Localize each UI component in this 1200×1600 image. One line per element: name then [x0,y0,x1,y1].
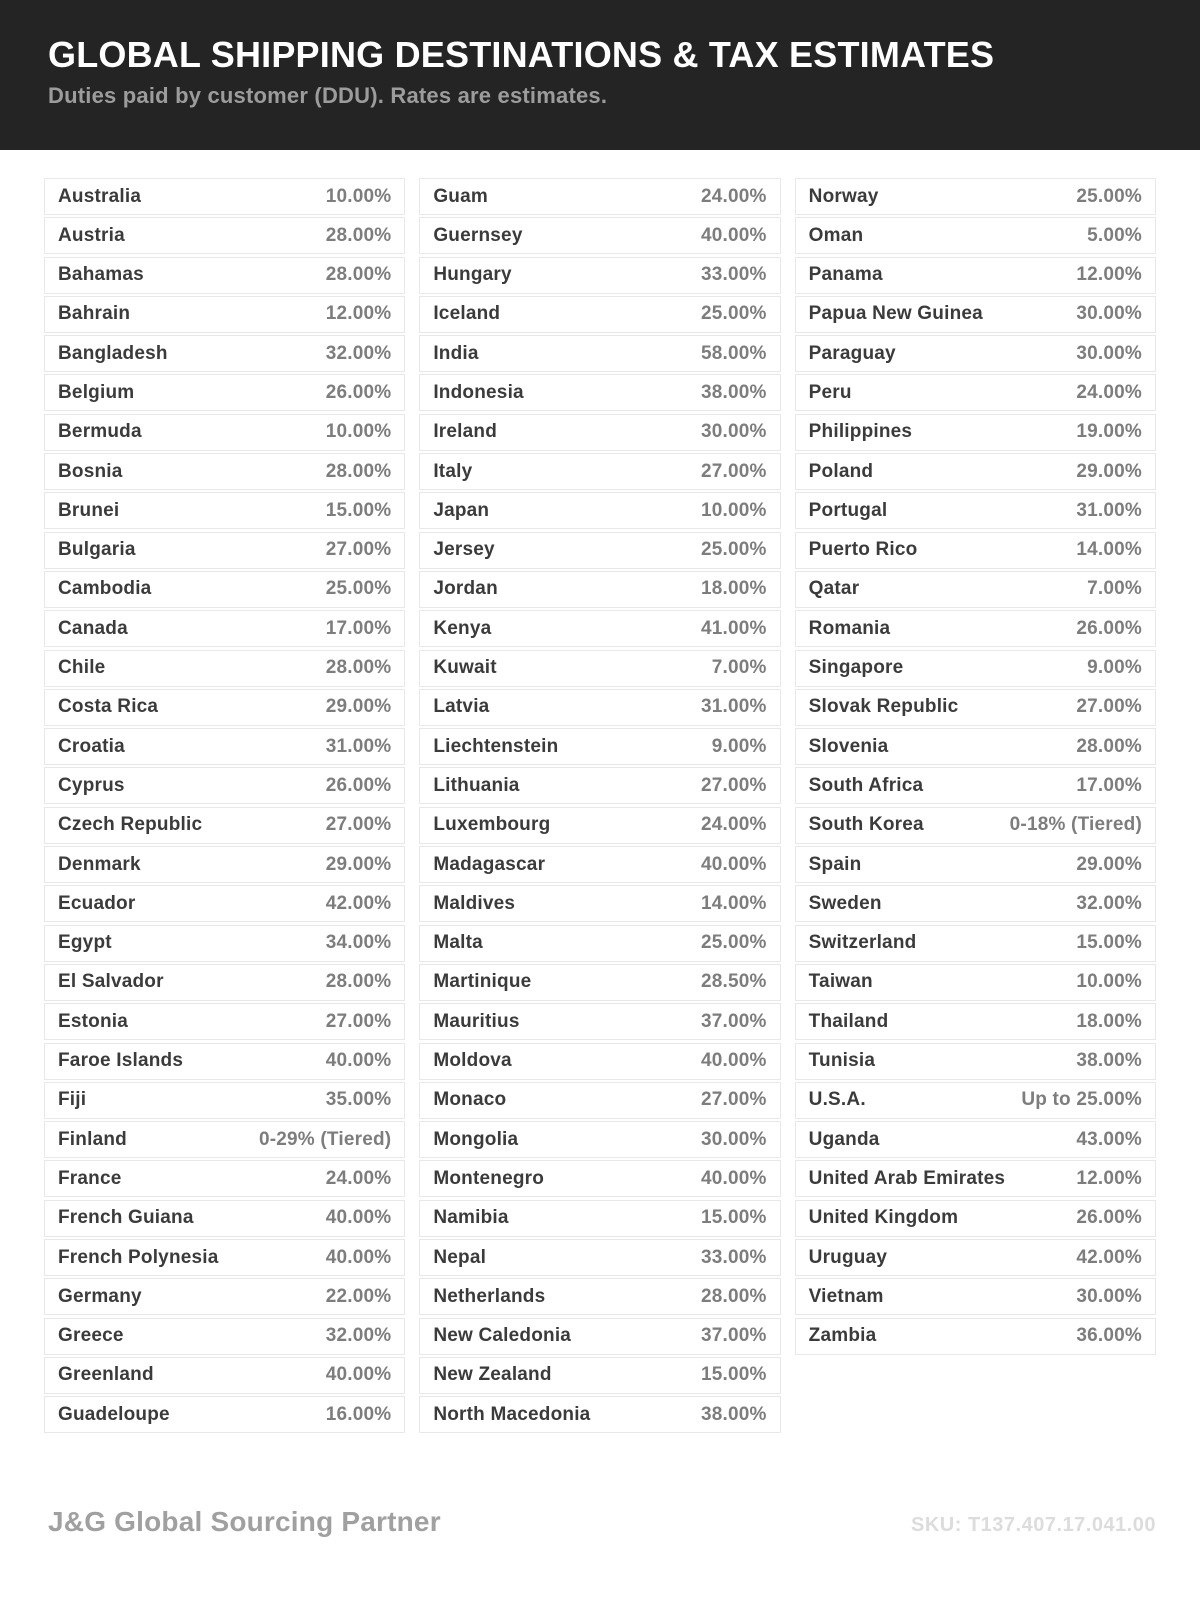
rate-value: 27.00% [325,539,392,561]
country-name: Lithuania [433,774,520,796]
rate-row [44,689,405,726]
rate-row [795,414,1156,451]
rate-row [44,1396,405,1433]
country-name: Croatia [58,735,125,757]
rate-row [795,610,1156,647]
rate-value: 27.00% [1076,696,1142,718]
rate-row [419,571,780,608]
country-name: Namibia [433,1207,509,1229]
rate-row [44,1043,405,1080]
rate-row [795,492,1156,529]
rate-row [795,1200,1156,1237]
country-name: French Guiana [58,1207,194,1229]
rate-row [419,296,780,333]
rate-row [44,257,405,294]
rate-row [419,767,780,804]
rate-value: 28.00% [1076,735,1142,757]
rate-value: 15.00% [701,1364,767,1386]
rate-value: 10.00% [325,421,392,443]
country-name: Philippines [808,421,913,443]
rate-row [419,650,780,687]
rate-row [419,1082,780,1119]
rate-row [795,374,1156,411]
country-name: Czech Republic [58,814,203,836]
country-name: United Arab Emirates [808,1167,1006,1189]
rate-value: 40.00% [701,853,767,875]
rate-value: 28.00% [325,657,392,679]
rate-row [44,650,405,687]
rate-value: 26.00% [1076,617,1142,639]
country-name: Uruguay [808,1246,888,1268]
country-name: Singapore [808,657,904,679]
rate-row [419,1357,780,1394]
rate-row [419,532,780,569]
rate-value: 29.00% [325,853,392,875]
rate-value: 10.00% [1076,971,1142,993]
rate-row [795,571,1156,608]
country-name: Japan [433,499,490,521]
country-name: Papua New Guinea [808,303,983,325]
rate-value: 43.00% [1076,1128,1142,1150]
rates-column-3 [795,178,1156,1357]
rate-value: 32.00% [325,342,392,364]
rate-row [419,414,780,451]
rate-row [419,728,780,765]
rate-row [44,846,405,883]
rate-value: 31.00% [701,696,767,718]
rate-value: 30.00% [1076,1285,1142,1307]
country-name: Sweden [808,892,882,914]
country-name: Latvia [433,696,490,718]
rate-value: 22.00% [325,1285,392,1307]
rate-value: 25.00% [701,932,767,954]
rate-row [795,1003,1156,1040]
rate-row [44,1357,405,1394]
country-name: Martinique [433,971,532,993]
rate-row [44,217,405,254]
rate-row [419,1200,780,1237]
country-name: Kenya [433,617,492,639]
country-name: Mauritius [433,1010,520,1032]
page-subtitle: Duties paid by customer (DDU). Rates are estimates. [48,83,608,109]
country-name: Cambodia [58,578,152,600]
country-name: Kuwait [433,657,497,679]
rate-value: 41.00% [701,617,767,639]
country-name: Bosnia [58,460,123,482]
country-name: Faroe Islands [58,1050,184,1072]
country-name: Madagascar [433,853,546,875]
country-name: Ireland [433,421,498,443]
rate-row [795,257,1156,294]
rate-value: 40.00% [325,1364,392,1386]
country-name: Tunisia [808,1050,876,1072]
rate-row [44,807,405,844]
rate-value: 40.00% [701,1050,767,1072]
country-name: Chile [58,657,106,679]
country-name: Paraguay [808,342,896,364]
country-name: Greenland [58,1364,154,1386]
country-name: Spain [808,853,862,875]
rate-value: 24.00% [701,814,767,836]
rate-row [44,296,405,333]
rate-value: 24.00% [1076,381,1142,403]
country-name: South Korea [808,814,924,836]
rate-value: 17.00% [1076,774,1142,796]
rates-column-2 [419,178,780,1436]
rate-row [795,728,1156,765]
country-name: Estonia [58,1010,129,1032]
country-name: Thailand [808,1010,889,1032]
rate-row [795,217,1156,254]
rate-value: 40.00% [701,1167,767,1189]
rate-row [44,610,405,647]
rate-row [419,885,780,922]
rate-value: 40.00% [325,1050,392,1072]
country-name: Norway [808,185,879,207]
rate-row [44,1160,405,1197]
rate-value: 30.00% [1076,342,1142,364]
rate-row [44,178,405,215]
rate-value: 27.00% [701,460,767,482]
rate-row [44,571,405,608]
rate-value: 42.00% [325,892,392,914]
country-name: Jersey [433,539,495,561]
country-name: Jordan [433,578,498,600]
rate-value: 30.00% [1076,303,1142,325]
rate-value: 24.00% [325,1167,392,1189]
country-name: Taiwan [808,971,873,993]
rate-value: 26.00% [325,774,392,796]
rate-row [419,610,780,647]
rate-value: 14.00% [701,892,767,914]
country-name: Germany [58,1285,142,1307]
rate-row [44,1003,405,1040]
country-name: Uganda [808,1128,880,1150]
rate-row [419,1121,780,1158]
rate-row [419,335,780,372]
rate-value: 30.00% [701,1128,767,1150]
country-name: Brunei [58,499,120,521]
country-name: Switzerland [808,932,917,954]
country-name: United Kingdom [808,1207,959,1229]
country-name: Poland [808,460,874,482]
country-name: U.S.A. [808,1089,866,1111]
country-name: Austria [58,224,125,246]
rate-value: 27.00% [701,774,767,796]
rate-row [419,217,780,254]
rate-row [795,846,1156,883]
rate-value: 25.00% [325,578,392,600]
rate-row [795,650,1156,687]
country-name: Ecuador [58,892,136,914]
rate-value: 25.00% [701,303,767,325]
rate-value: 58.00% [701,342,767,364]
footer [48,1506,1156,1538]
country-name: Slovenia [808,735,889,757]
rate-value: 9.00% [711,735,767,757]
rate-value: 0-18% (Tiered) [1009,814,1142,836]
country-name: Portugal [808,499,888,521]
rate-value: 35.00% [325,1089,392,1111]
country-name: French Polynesia [58,1246,219,1268]
country-name: Romania [808,617,891,639]
rate-row [795,964,1156,1001]
country-name: Guadeloupe [58,1403,170,1425]
rate-row [795,1239,1156,1276]
rate-row [419,964,780,1001]
rate-row [795,453,1156,490]
rate-value: 26.00% [1076,1207,1142,1229]
rate-value: 28.00% [701,1285,767,1307]
rate-row [795,1082,1156,1119]
country-name: South Africa [808,774,924,796]
rate-value: 28.00% [325,460,392,482]
country-name: Mongolia [433,1128,519,1150]
rate-row [795,1043,1156,1080]
rate-value: 37.00% [701,1325,767,1347]
rate-value: 25.00% [701,539,767,561]
rate-value: 10.00% [325,185,392,207]
country-name: Denmark [58,853,141,875]
rate-row [419,807,780,844]
rate-value: 7.00% [1087,578,1142,600]
rate-value: 42.00% [1076,1246,1142,1268]
rate-value: 38.00% [701,1403,767,1425]
rate-value: 32.00% [325,1325,392,1347]
rate-row [419,374,780,411]
country-name: Canada [58,617,128,639]
country-name: Slovak Republic [808,696,959,718]
country-name: New Caledonia [433,1325,572,1347]
rate-row [419,453,780,490]
rate-row [795,1318,1156,1355]
country-name: Netherlands [433,1285,546,1307]
country-name: Monaco [433,1089,507,1111]
country-name: Nepal [433,1246,487,1268]
rate-row [44,374,405,411]
rate-value: 28.00% [325,971,392,993]
rate-value: 10.00% [701,499,767,521]
country-name: Liechtenstein [433,735,559,757]
rate-row [44,1082,405,1119]
header-banner [0,0,1200,150]
rate-row [44,885,405,922]
page-title: GLOBAL SHIPPING DESTINATIONS & TAX ESTIMATES [48,34,995,75]
rate-row [419,846,780,883]
country-name: North Macedonia [433,1403,591,1425]
rate-value: 28.00% [325,264,392,286]
country-name: Egypt [58,932,112,954]
rate-row [795,767,1156,804]
rate-value: 40.00% [701,224,767,246]
rate-value: 25.00% [1076,185,1142,207]
rate-value: 29.00% [1076,460,1142,482]
rate-row [44,1121,405,1158]
rate-row [419,1396,780,1433]
rate-value: 12.00% [325,303,392,325]
rate-row [44,492,405,529]
rate-row [44,1239,405,1276]
brand-name: J&G Global Sourcing Partner [48,1506,441,1537]
rate-row [44,532,405,569]
country-name: Malta [433,932,483,954]
country-name: Bangladesh [58,342,168,364]
rate-value: 15.00% [325,499,392,521]
rates-grid [0,178,1200,1436]
rate-value: 38.00% [701,381,767,403]
rate-row [419,1003,780,1040]
rate-row [44,767,405,804]
country-name: Luxembourg [433,814,551,836]
rate-row [44,453,405,490]
country-name: Australia [58,185,142,207]
rate-row [795,689,1156,726]
rate-value: 33.00% [701,1246,767,1268]
rate-value: 9.00% [1087,657,1142,679]
rate-value: 17.00% [325,617,392,639]
rate-value: 18.00% [1076,1010,1142,1032]
rate-value: 34.00% [325,932,392,954]
rate-value: 33.00% [701,264,767,286]
rate-row [795,532,1156,569]
country-name: Bahamas [58,264,144,286]
rate-value: 31.00% [1076,499,1142,521]
rate-value: 7.00% [711,657,767,679]
country-name: Peru [808,381,852,403]
rate-row [419,689,780,726]
rate-value: 30.00% [701,421,767,443]
rate-row [419,1278,780,1315]
country-name: Oman [808,224,864,246]
rate-row [44,1318,405,1355]
rate-row [44,414,405,451]
rate-value: 36.00% [1076,1325,1142,1347]
country-name: Panama [808,264,883,286]
country-name: Bahrain [58,303,131,325]
rate-row [795,296,1156,333]
rate-row [419,257,780,294]
sku-label: SKU: T137.407.17.041.00 [911,1514,1156,1536]
rate-value: 27.00% [325,814,392,836]
country-name: Maldives [433,892,516,914]
rate-row [419,492,780,529]
rate-value: 5.00% [1087,224,1142,246]
rate-row [419,925,780,962]
country-name: Italy [433,460,473,482]
rate-value: 12.00% [1076,264,1142,286]
rate-row [419,1239,780,1276]
country-name: Hungary [433,264,512,286]
rate-value: 16.00% [325,1403,392,1425]
rate-value: 28.00% [325,224,392,246]
country-name: Greece [58,1325,124,1347]
country-name: Vietnam [808,1285,884,1307]
rate-value: 38.00% [1076,1050,1142,1072]
rate-value: 27.00% [701,1089,767,1111]
country-name: Moldova [433,1050,512,1072]
country-name: Finland [58,1128,127,1150]
country-name: Bermuda [58,421,142,443]
rate-row [795,1160,1156,1197]
rate-row [419,1043,780,1080]
rate-row [44,925,405,962]
rate-value: 14.00% [1076,539,1142,561]
country-name: Iceland [433,303,501,325]
rate-row [795,1121,1156,1158]
country-name: Montenegro [433,1167,545,1189]
country-name: France [58,1167,122,1189]
rate-row [419,178,780,215]
country-name: Puerto Rico [808,539,918,561]
rate-value: 27.00% [325,1010,392,1032]
country-name: Zambia [808,1325,877,1347]
rate-value: 31.00% [325,735,392,757]
rate-row [44,335,405,372]
rate-row [795,925,1156,962]
rate-value: 29.00% [325,696,392,718]
rate-value: 29.00% [1076,853,1142,875]
rate-row [795,807,1156,844]
rate-row [795,885,1156,922]
rate-row [795,335,1156,372]
country-name: New Zealand [433,1364,552,1386]
rates-column-1 [44,178,405,1436]
rate-value: 32.00% [1076,892,1142,914]
rate-row [419,1318,780,1355]
rate-row [44,1200,405,1237]
rate-value: 26.00% [325,381,392,403]
rate-value: 40.00% [325,1207,392,1229]
country-name: Bulgaria [58,539,136,561]
rate-value: 15.00% [701,1207,767,1229]
rate-row [795,178,1156,215]
rate-value: 0-29% (Tiered) [258,1128,392,1150]
rate-value: Up to 25.00% [1021,1089,1142,1111]
rate-value: 18.00% [701,578,767,600]
rate-value: 24.00% [701,185,767,207]
rate-row [419,1160,780,1197]
country-name: Costa Rica [58,696,159,718]
rate-value: 37.00% [701,1010,767,1032]
country-name: Indonesia [433,381,524,403]
rate-value: 19.00% [1076,421,1142,443]
rate-row [44,964,405,1001]
country-name: Belgium [58,381,135,403]
country-name: Guam [433,185,488,207]
rate-value: 15.00% [1076,932,1142,954]
country-name: Qatar [808,578,860,600]
rate-value: 28.50% [701,971,767,993]
rate-row [44,1278,405,1315]
country-name: Cyprus [58,774,125,796]
country-name: El Salvador [58,971,164,993]
country-name: Guernsey [433,224,523,246]
country-name: India [433,342,479,364]
rate-value: 40.00% [325,1246,392,1268]
rate-row [795,1278,1156,1315]
rate-row [44,728,405,765]
country-name: Fiji [58,1089,87,1111]
rate-value: 12.00% [1076,1167,1142,1189]
